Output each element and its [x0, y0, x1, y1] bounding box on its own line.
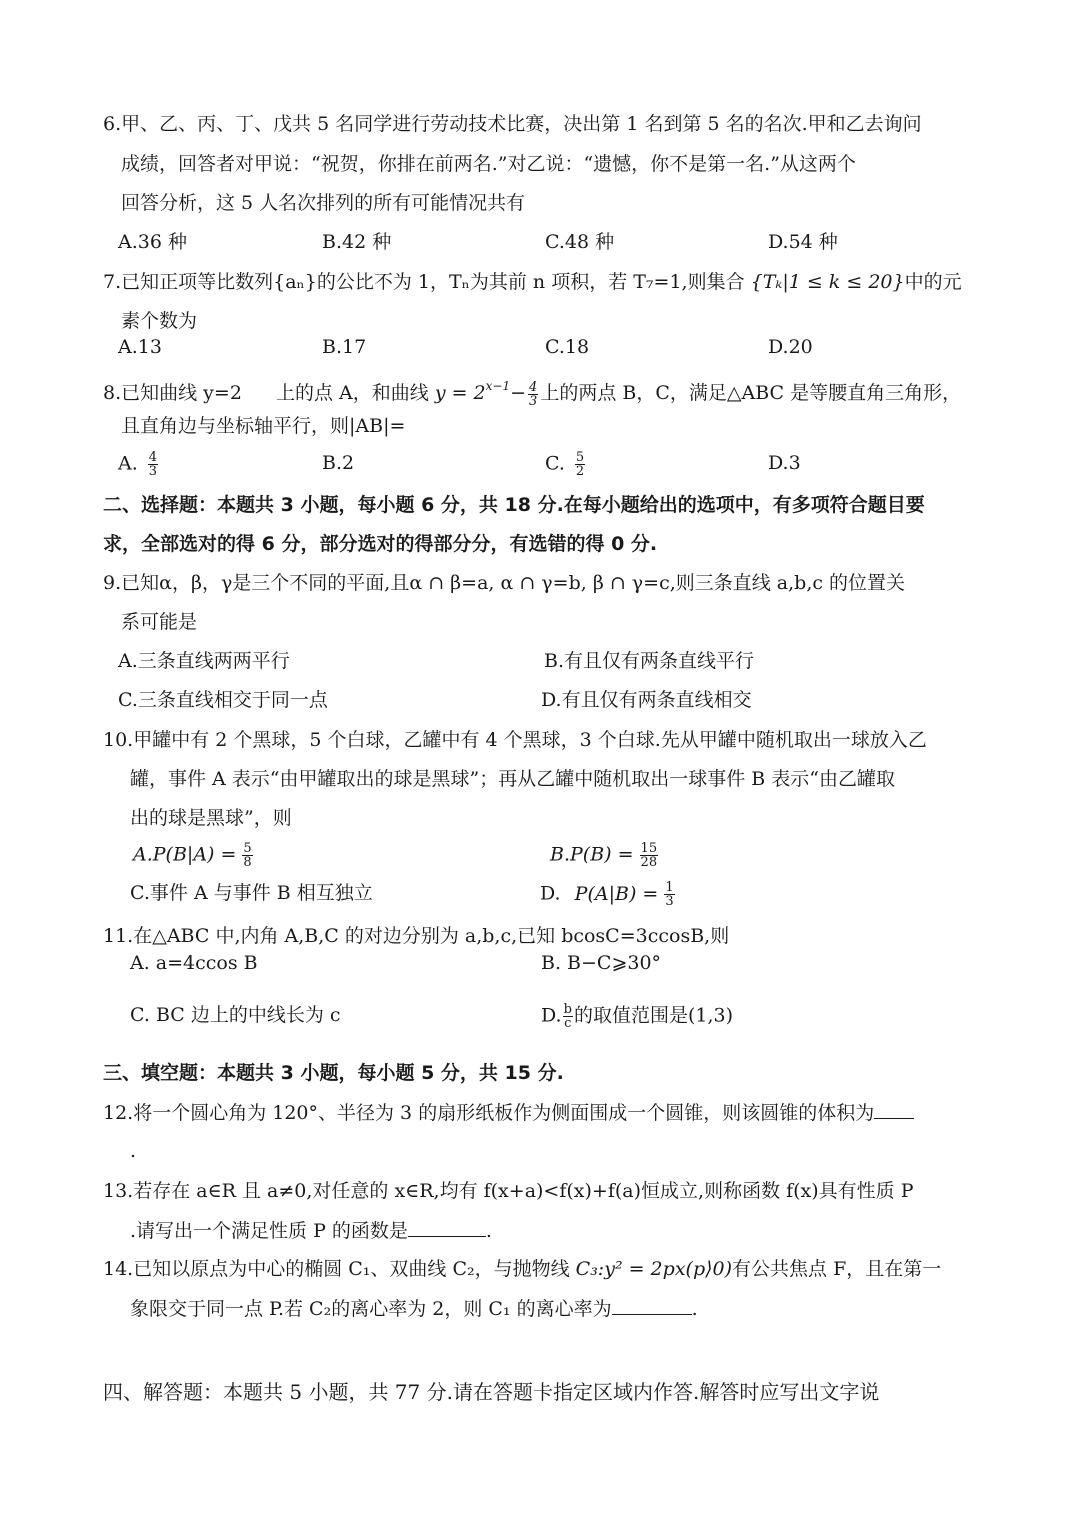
q14-answer-blank — [612, 1296, 692, 1315]
q10-line-2: 罐，事件 A 表示“由甲罐取出的球是黑球”；再从乙罐中随机取出一球事件 B 表示“由乙罐取 — [130, 768, 895, 790]
q10-line-3: 出的球是黑球”，则 — [130, 807, 292, 829]
q8-line-1-text: 8.已知曲线 y=2 — [103, 382, 242, 404]
q9-option-a: A.三条直线两两平行 — [118, 650, 290, 672]
q11-line-1: 11.在△ABC 中,内角 A,B,C 的对边分别为 a,b,c,已知 bcosC=3ccosB,则 — [103, 925, 730, 947]
q7-line-1-text: 7.已知正项等比数列{aₙ}的公比不为 1，Tₙ为其前 n 项积，若 T₇=1,则集合 — [103, 271, 745, 293]
q13-line-1: 13.若存在 a∈R 且 a≠0,对任意的 x∈R,均有 f(x+a)<f(x)+f(a)恒成立,则称函数 f(x)具有性质 P — [103, 1180, 914, 1202]
q6-option-a: A.36 种 — [118, 231, 187, 253]
section-2-heading-line-1: 二、选择题：本题共 3 小题，每小题 6 分，共 18 分.在每小题给出的选项中，有多项符合题目要 — [103, 494, 925, 516]
q8-option-c: C. $\frac{5}{2}$ — [545, 450, 585, 479]
q8-line-2: 且直角边与坐标轴平行，则|AB|= — [121, 415, 406, 437]
q14-parabola-expression: C₃:y² = 2px(p⟩0) — [575, 1258, 733, 1280]
q10-option-a: A.P(B|A) = $\frac{5}{8}$ — [133, 841, 252, 870]
q11-option-a: A. a=4ccos B — [130, 952, 258, 974]
q6-option-c: C.48 种 — [545, 231, 615, 253]
q11-option-c: C. BC 边上的中线长为 c — [130, 1004, 341, 1026]
q9-line-1: 9.已知α，β，γ是三个不同的平面,且α ∩ β=a, α ∩ γ=b, β ∩ γ=c,则三条直线 a,b,c 的位置关 — [103, 572, 906, 594]
q14-line-2: 象限交于同一点 P.若 C₂的离心率为 2，则 C₁ 的离心率为 . — [130, 1298, 698, 1320]
q13-answer-blank — [408, 1218, 486, 1237]
q12-line-2: . — [130, 1140, 137, 1162]
q9-option-d: D.有且仅有两条直线相交 — [541, 689, 752, 711]
q7-line-2: 素个数为 — [121, 310, 198, 332]
q13-line-2: .请写出一个满足性质 P 的函数是 . — [130, 1220, 492, 1242]
q7-option-c: C.18 — [545, 336, 590, 358]
section-3-heading: 三、填空题：本题共 3 小题，每小题 5 分，共 15 分. — [103, 1062, 564, 1084]
q12-line-1: 12.将一个圆心角为 120°、半径为 3 的扇形纸板作为侧面围成一个圆锥，则该圆锥的体积为 — [103, 1100, 914, 1125]
q14-line-1: 14.已知以原点为中心的椭圆 C₁、双曲线 C₂，与抛物线 C₃:y² = 2px(p⟩0)有公共焦点 F，且在第一 — [103, 1258, 942, 1280]
q7-set-expression: {Tₖ|1 ≤ k ≤ 20} — [750, 271, 905, 293]
q7-option-d: D.20 — [768, 336, 813, 358]
q9-option-b: B.有且仅有两条直线平行 — [544, 650, 755, 672]
q8-line-1 — [103, 374, 961, 408]
q11-option-b: B. B−C⩾30° — [541, 952, 662, 974]
q10-option-c: C.事件 A 与事件 B 相互独立 — [130, 882, 373, 904]
q11-option-d: D. $\frac{b}{c}$ 的取值范围是(1,3) — [541, 1002, 733, 1031]
q8-curve-expression: $y = 2^{x-1}-$ $\frac{4}{3}$ — [434, 379, 538, 409]
section-4-heading: 四、解答题：本题共 5 小题，共 77 分.请在答题卡指定区域内作答.解答时应写出文字说 — [103, 1380, 880, 1404]
q7-line-1-tail: 中的元 — [904, 271, 962, 293]
q6-line-3: 回答分析，这 5 人名次排列的所有可能情况共有 — [121, 192, 526, 214]
q8-option-d: D.3 — [768, 452, 801, 474]
q8-line-1-mid: 上的点 A，和曲线 — [276, 382, 429, 404]
section-2-heading-line-2: 求，全部选对的得 6 分，部分选对的得部分分，有选错的得 0 分. — [103, 533, 658, 555]
q9-line-2: 系可能是 — [121, 611, 198, 633]
q7-option-b: B.17 — [322, 336, 367, 358]
q12-answer-blank — [874, 1100, 914, 1119]
q9-option-c: C.三条直线相交于同一点 — [118, 689, 328, 711]
q7-line-1 — [103, 270, 962, 294]
q7-option-a: A.13 — [118, 336, 162, 358]
q6-line-1: 6.甲、乙、丙、丁、戊共 5 名同学进行劳动技术比赛，决出第 1 名到第 5 名的名次.甲和乙去询问 — [103, 113, 922, 135]
q6-option-d: D.54 种 — [768, 231, 838, 253]
q10-line-1: 10.甲罐中有 2 个黑球，5 个白球，乙罐中有 4 个黑球，3 个白球.先从甲罐中随机取出一球放入乙 — [103, 729, 927, 751]
q8-option-b: B.2 — [322, 452, 355, 474]
q8-line-1-tail: 上的两点 B，C，满足△ABC 是等腰直角三角形， — [540, 382, 962, 404]
q8-option-a: A. $\frac{4}{3}$ — [118, 450, 158, 479]
q6-line-2: 成绩，回答者对甲说：“祝贺，你排在前两名.”对乙说：“遗憾，你不是第一名.”从这两个 — [121, 153, 856, 175]
q6-option-b: B.42 种 — [322, 231, 392, 253]
q10-option-b: B.P(B) = $\frac{15}{28}$ — [550, 841, 658, 870]
q10-option-d: D. P(A|B) = $\frac{1}{3}$ — [540, 880, 674, 909]
